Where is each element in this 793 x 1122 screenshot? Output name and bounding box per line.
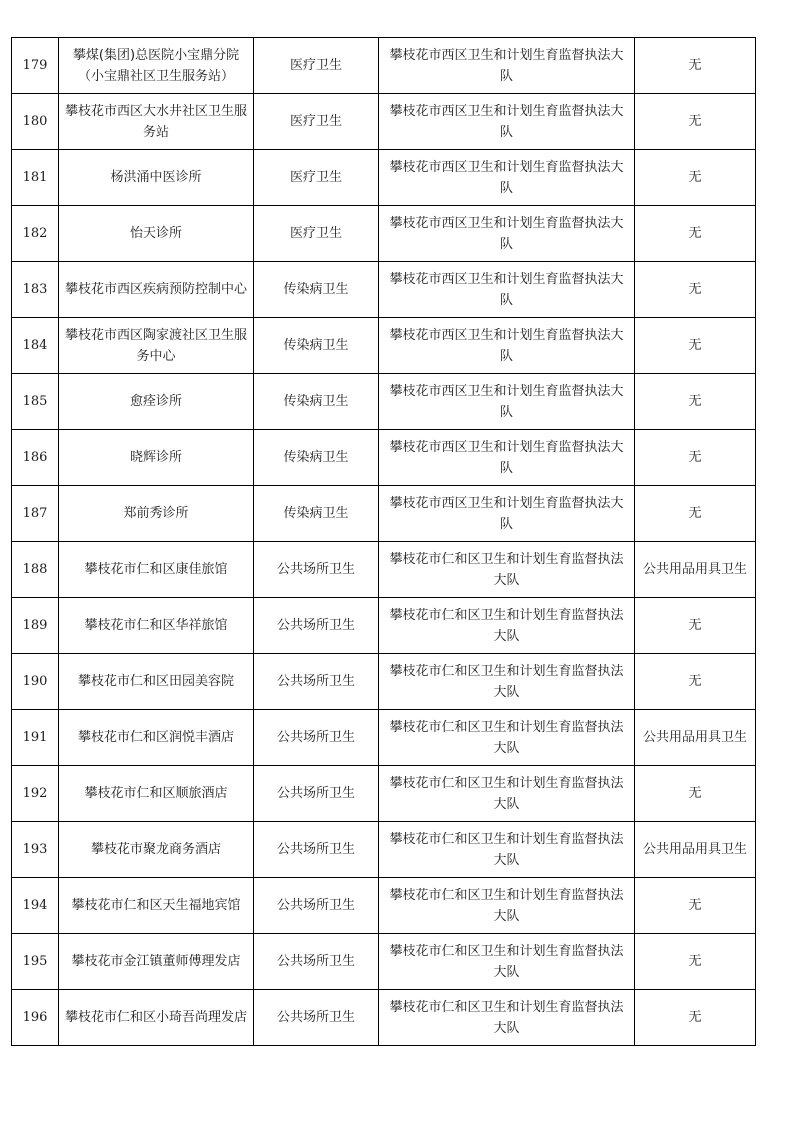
record-table	[11, 37, 756, 1046]
remark-cell: 无	[635, 262, 756, 318]
category-cell: 传染病卫生	[254, 486, 379, 542]
table-row	[12, 150, 756, 206]
agency-cell: 攀枝花市西区卫生和计划生育监督执法大队	[379, 150, 635, 206]
row-number-cell: 190	[12, 654, 59, 710]
entity-name-cell: 攀枝花市西区陶家渡社区卫生服务中心	[59, 318, 254, 374]
remark-cell: 无	[635, 430, 756, 486]
remark-cell: 无	[635, 654, 756, 710]
entity-name-cell: 晓辉诊所	[59, 430, 254, 486]
category-cell: 传染病卫生	[254, 262, 379, 318]
agency-cell: 攀枝花市西区卫生和计划生育监督执法大队	[379, 430, 635, 486]
entity-name-cell: 杨洪涌中医诊所	[59, 150, 254, 206]
agency-cell: 攀枝花市西区卫生和计划生育监督执法大队	[379, 94, 635, 150]
table-row	[12, 430, 756, 486]
agency-cell: 攀枝花市仁和区卫生和计划生育监督执法大队	[379, 598, 635, 654]
category-cell: 医疗卫生	[254, 94, 379, 150]
table-row	[12, 710, 756, 766]
table-row	[12, 38, 756, 94]
remark-cell: 无	[635, 318, 756, 374]
agency-cell: 攀枝花市仁和区卫生和计划生育监督执法大队	[379, 710, 635, 766]
agency-cell: 攀枝花市仁和区卫生和计划生育监督执法大队	[379, 654, 635, 710]
row-number-cell: 186	[12, 430, 59, 486]
row-number-cell: 182	[12, 206, 59, 262]
entity-name-cell: 攀煤(集团)总医院小宝鼎分院（小宝鼎社区卫生服务站）	[59, 38, 254, 94]
table-row	[12, 990, 756, 1046]
row-number-cell: 193	[12, 822, 59, 878]
table-row	[12, 374, 756, 430]
agency-cell: 攀枝花市西区卫生和计划生育监督执法大队	[379, 486, 635, 542]
entity-name-cell: 攀枝花市仁和区康佳旅馆	[59, 542, 254, 598]
entity-name-cell: 攀枝花市仁和区润悦丰酒店	[59, 710, 254, 766]
category-cell: 医疗卫生	[254, 150, 379, 206]
agency-cell: 攀枝花市仁和区卫生和计划生育监督执法大队	[379, 822, 635, 878]
table-row	[12, 654, 756, 710]
category-cell: 公共场所卫生	[254, 654, 379, 710]
row-number-cell: 183	[12, 262, 59, 318]
row-number-cell: 184	[12, 318, 59, 374]
entity-name-cell: 攀枝花市仁和区华祥旅馆	[59, 598, 254, 654]
entity-name-cell: 攀枝花市聚龙商务酒店	[59, 822, 254, 878]
agency-cell: 攀枝花市仁和区卫生和计划生育监督执法大队	[379, 990, 635, 1046]
category-cell: 医疗卫生	[254, 206, 379, 262]
agency-cell: 攀枝花市西区卫生和计划生育监督执法大队	[379, 318, 635, 374]
category-cell: 公共场所卫生	[254, 878, 379, 934]
table-row	[12, 822, 756, 878]
remark-cell: 无	[635, 38, 756, 94]
row-number-cell: 191	[12, 710, 59, 766]
entity-name-cell: 郑前秀诊所	[59, 486, 254, 542]
row-number-cell: 185	[12, 374, 59, 430]
remark-cell: 无	[635, 206, 756, 262]
row-number-cell: 179	[12, 38, 59, 94]
remark-cell: 无	[635, 598, 756, 654]
category-cell: 医疗卫生	[254, 38, 379, 94]
row-number-cell: 192	[12, 766, 59, 822]
category-cell: 传染病卫生	[254, 374, 379, 430]
remark-cell: 无	[635, 150, 756, 206]
table-row	[12, 318, 756, 374]
agency-cell: 攀枝花市西区卫生和计划生育监督执法大队	[379, 262, 635, 318]
table-row	[12, 206, 756, 262]
table-row	[12, 262, 756, 318]
entity-name-cell: 攀枝花市仁和区顺旅酒店	[59, 766, 254, 822]
entity-name-cell: 愈痊诊所	[59, 374, 254, 430]
entity-name-cell: 怡天诊所	[59, 206, 254, 262]
entity-name-cell: 攀枝花市仁和区天生福地宾馆	[59, 878, 254, 934]
entity-name-cell: 攀枝花市金江镇董师傅理发店	[59, 934, 254, 990]
remark-cell: 无	[635, 878, 756, 934]
category-cell: 公共场所卫生	[254, 822, 379, 878]
row-number-cell: 189	[12, 598, 59, 654]
agency-cell: 攀枝花市仁和区卫生和计划生育监督执法大队	[379, 934, 635, 990]
row-number-cell: 188	[12, 542, 59, 598]
category-cell: 传染病卫生	[254, 318, 379, 374]
agency-cell: 攀枝花市仁和区卫生和计划生育监督执法大队	[379, 766, 635, 822]
agency-cell: 攀枝花市仁和区卫生和计划生育监督执法大队	[379, 878, 635, 934]
entity-name-cell: 攀枝花市西区大水井社区卫生服务站	[59, 94, 254, 150]
category-cell: 公共场所卫生	[254, 710, 379, 766]
category-cell: 公共场所卫生	[254, 598, 379, 654]
record-table-body	[12, 38, 756, 1046]
table-row	[12, 94, 756, 150]
remark-cell: 无	[635, 94, 756, 150]
category-cell: 公共场所卫生	[254, 990, 379, 1046]
agency-cell: 攀枝花市西区卫生和计划生育监督执法大队	[379, 374, 635, 430]
row-number-cell: 196	[12, 990, 59, 1046]
remark-cell: 无	[635, 934, 756, 990]
category-cell: 公共场所卫生	[254, 766, 379, 822]
row-number-cell: 180	[12, 94, 59, 150]
table-row	[12, 878, 756, 934]
agency-cell: 攀枝花市西区卫生和计划生育监督执法大队	[379, 38, 635, 94]
remark-cell: 无	[635, 486, 756, 542]
table-row	[12, 486, 756, 542]
agency-cell: 攀枝花市西区卫生和计划生育监督执法大队	[379, 206, 635, 262]
remark-cell: 公共用品用具卫生	[635, 542, 756, 598]
remark-cell: 公共用品用具卫生	[635, 822, 756, 878]
table-row	[12, 934, 756, 990]
remark-cell: 无	[635, 990, 756, 1046]
table-row	[12, 766, 756, 822]
row-number-cell: 187	[12, 486, 59, 542]
agency-cell: 攀枝花市仁和区卫生和计划生育监督执法大队	[379, 542, 635, 598]
table-row	[12, 598, 756, 654]
remark-cell: 无	[635, 766, 756, 822]
row-number-cell: 195	[12, 934, 59, 990]
entity-name-cell: 攀枝花市仁和区田园美容院	[59, 654, 254, 710]
table-row	[12, 542, 756, 598]
entity-name-cell: 攀枝花市仁和区小琦吾尚理发店	[59, 990, 254, 1046]
remark-cell: 公共用品用具卫生	[635, 710, 756, 766]
category-cell: 公共场所卫生	[254, 542, 379, 598]
category-cell: 公共场所卫生	[254, 934, 379, 990]
entity-name-cell: 攀枝花市西区疾病预防控制中心	[59, 262, 254, 318]
remark-cell: 无	[635, 374, 756, 430]
row-number-cell: 181	[12, 150, 59, 206]
category-cell: 传染病卫生	[254, 430, 379, 486]
row-number-cell: 194	[12, 878, 59, 934]
